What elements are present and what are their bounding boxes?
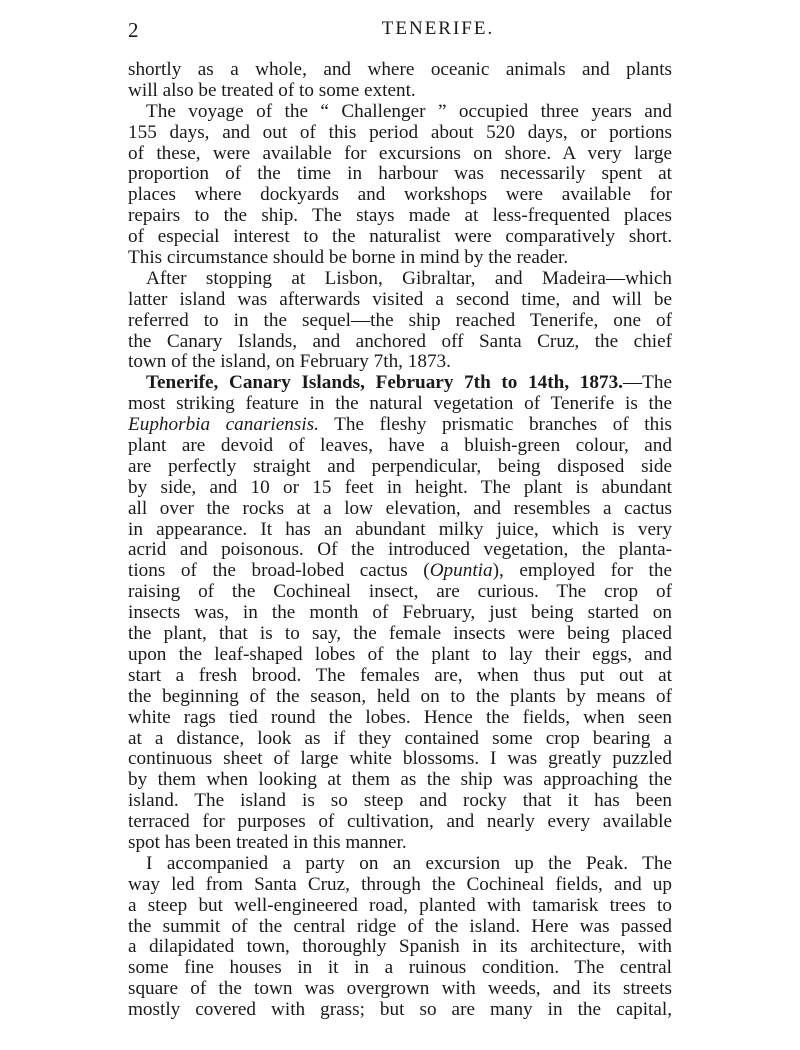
text-fragment: ), employed for the xyxy=(492,560,672,582)
text-line: in appearance. It has an abundant milky juice, which is very xyxy=(128,518,672,540)
text-line: After stopping at Lisbon, Gibraltar, and Madeira—which xyxy=(146,267,672,289)
text-line: island. The island is so steep and rocky that it has been xyxy=(128,790,672,812)
text-line: shortly as a whole, and where oceanic animals and plants xyxy=(128,59,672,80)
text-line: proportion of the time in harbour was necessarily spent at xyxy=(128,163,672,185)
text-line: mostly covered with grass; but so are many in the capital, xyxy=(128,999,672,1021)
text-line: white rags tied round the lobes. Hence the fields, when seen xyxy=(128,706,672,728)
text-line: spot has been treated in this manner. xyxy=(128,831,407,853)
text-line: square of the town was overgrown with weeds, and its streets xyxy=(128,978,672,1000)
text-line: the Canary Islands, and anchored off Santa Cruz, the chief xyxy=(128,330,672,352)
paragraph-3 xyxy=(128,269,672,373)
text-fragment: The fleshy prismatic branches of this xyxy=(318,414,672,436)
running-head xyxy=(128,18,668,46)
text-line: 155 days, and out of this period about 520 days, or portions xyxy=(128,121,672,143)
section-heading-line xyxy=(128,373,672,394)
text-line: repairs to the ship. The stays made at less-frequented places xyxy=(128,205,672,227)
text-line: the plant, that is to say, the female insects were being placed xyxy=(128,623,672,645)
text-line: town of the island, on February 7th, 1873. xyxy=(128,351,451,373)
text-line: upon the leaf-shaped lobes of the plant to lay their eggs, and xyxy=(128,643,672,665)
body-text xyxy=(128,60,672,1021)
text-line: continuous sheet of large white blossoms. I was greatly puzzled xyxy=(128,748,672,770)
text-line: acrid and poisonous. Of the introduced vegetation, the planta- xyxy=(128,539,672,561)
species-name: Euphorbia canariensis. xyxy=(128,414,319,436)
text-line: by side, and 10 or 15 feet in height. The plant is abundant xyxy=(128,476,672,498)
paragraph-2 xyxy=(128,102,672,269)
text-line xyxy=(128,415,672,436)
heading-tail: —The xyxy=(622,372,672,394)
page-number: 2 xyxy=(128,18,141,42)
text-line: latter island was afterwards visited a second time, and will be xyxy=(128,288,672,310)
text-line: most striking feature in the natural vegetation of Tenerife is the xyxy=(128,393,672,415)
text-line: plant are devoid of leaves, have a bluish-green colour, and xyxy=(128,435,672,457)
paragraph-1 xyxy=(128,60,672,102)
text-line: a steep but well-engineered road, planted with tamarisk trees to xyxy=(128,894,672,916)
text-line: insects was, in the month of February, just being started on xyxy=(128,602,672,624)
text-line: places where dockyards and workshops were available for xyxy=(128,184,672,206)
text-line: of especial interest to the naturalist were comparatively short. xyxy=(128,226,672,248)
text-line: start a fresh brood. The females are, when thus put out at xyxy=(128,664,672,686)
text-line: I accompanied a party on an excursion up the Peak. The xyxy=(146,852,672,874)
text-line: all over the rocks at a low elevation, and resembles a cactus xyxy=(128,497,672,519)
text-line: the beginning of the season, held on to the plants by means of xyxy=(128,685,672,707)
text-line xyxy=(128,561,672,582)
paragraph-4 xyxy=(128,373,672,853)
text-line: way led from Santa Cruz, through the Cochineal fields, and up xyxy=(128,873,672,895)
text-line: a dilapidated town, thoroughly Spanish in its architecture, with xyxy=(128,936,672,958)
genus-name: Opuntia xyxy=(429,560,493,582)
text-line: This circumstance should be borne in mind by the reader. xyxy=(128,247,569,269)
text-line: The voyage of the “ Challenger ” occupied three years and xyxy=(146,100,672,122)
paragraph-5 xyxy=(128,854,672,1021)
text-line: referred to in the sequel—the ship reached Tenerife, one of xyxy=(128,309,672,331)
text-line: some fine houses in it in a ruinous condition. The central xyxy=(128,957,672,979)
section-heading: Tenerife, Canary Islands, February 7th to 14th, 1873. xyxy=(146,372,623,394)
text-fragment: tions of the broad-lobed cactus ( xyxy=(128,560,430,582)
text-line: will also be treated of to some extent. xyxy=(128,79,416,101)
text-line: terraced for purposes of cultivation, and nearly every available xyxy=(128,811,672,833)
text-line: of these, were available for excursions on shore. A very large xyxy=(128,142,672,164)
text-line: the summit of the central ridge of the island. Here was passed xyxy=(128,915,672,937)
text-line: raising of the Cochineal insect, are curious. The crop of xyxy=(128,581,672,603)
text-line: at a distance, look as if they contained some crop bearing a xyxy=(128,727,672,749)
text-line: are perfectly straight and perpendicular, being disposed side xyxy=(128,455,672,477)
text-line: by them when looking at them as the ship was approaching the xyxy=(128,769,672,791)
running-title: TENERIFE. xyxy=(381,18,495,39)
